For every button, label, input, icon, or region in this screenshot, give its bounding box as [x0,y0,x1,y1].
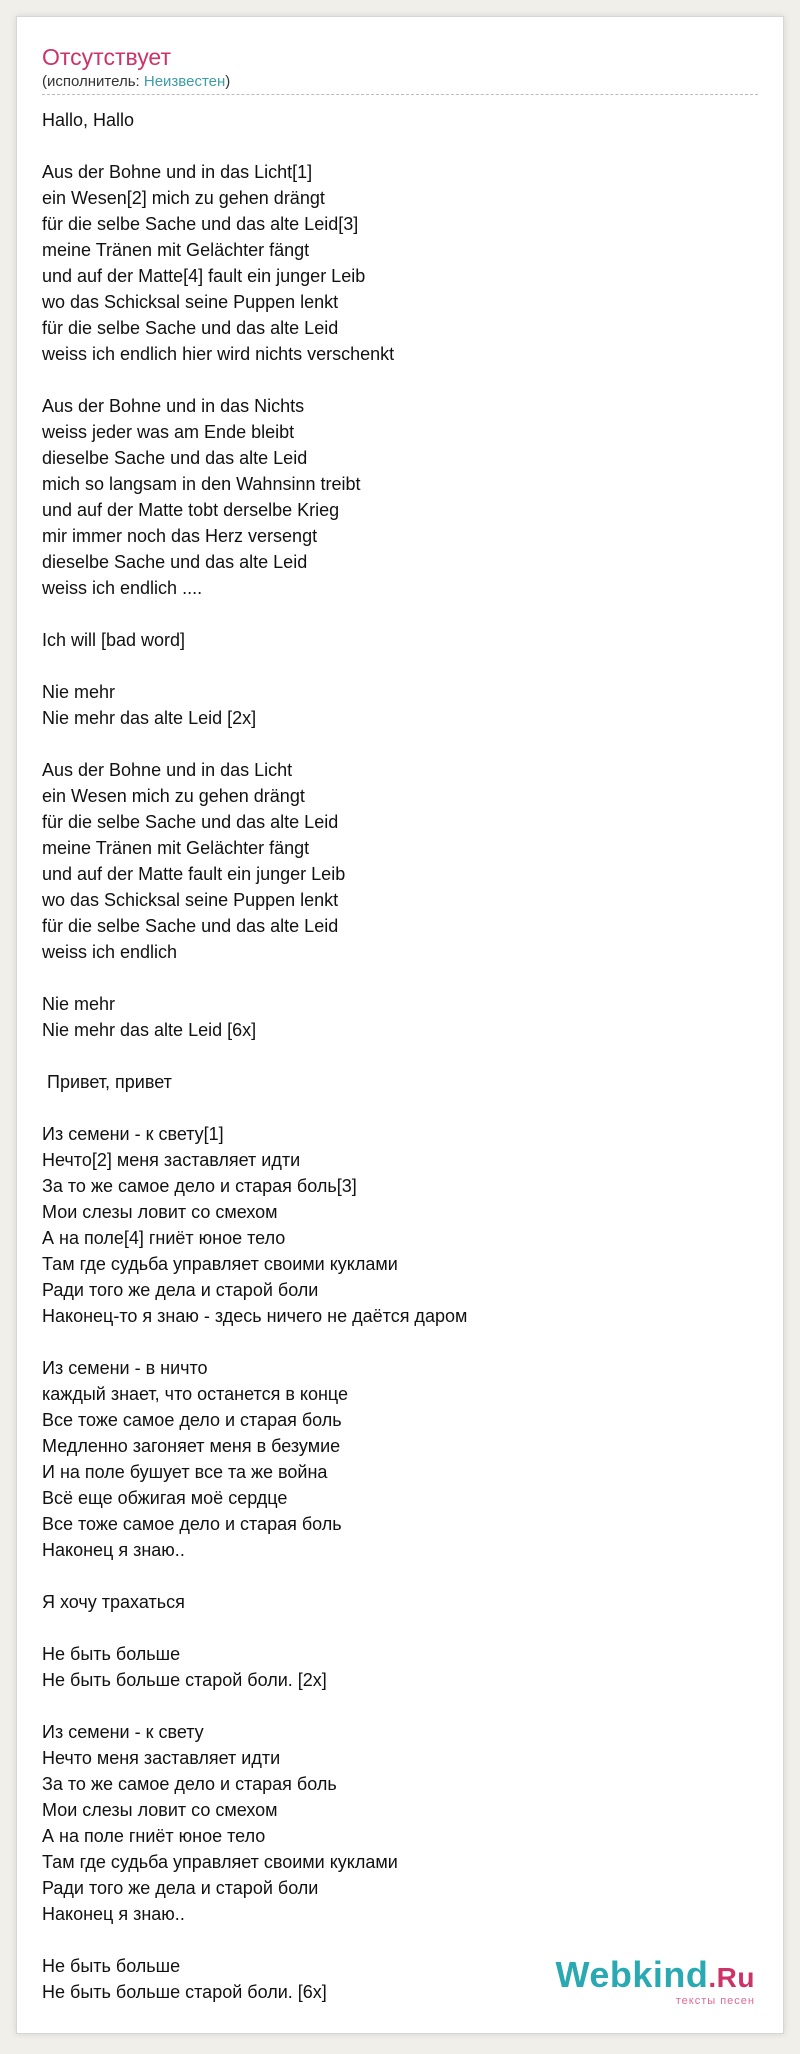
lyric-line: Наконец я знаю.. [42,1540,185,1560]
lyric-line: weiss jeder was am Ende bleibt [42,422,295,442]
lyric-line: Ради того же дела и старой боли [42,1280,319,1300]
lyric-line: Мои слезы ловит со смехом [42,1800,278,1820]
lyric-line [42,1693,758,1719]
lyric-line: wo das Schicksal seine Puppen lenkt [42,292,339,312]
lyric-line: weiss ich endlich hier wird nichts verschenkt [42,344,395,364]
lyric-line [42,1563,758,1589]
lyric-line: Aus der Bohne und in das Licht[1] [42,162,313,182]
lyric-line: А на поле[4] гниёт юное тело [42,1228,286,1248]
lyrics-text [42,107,758,2005]
lyric-line: Мои слезы ловит со смехом [42,1202,278,1222]
artist-prefix: (исполнитель: [42,73,144,90]
lyric-line: für die selbe Sache und das alte Leid [42,812,339,832]
lyric-line: Nie mehr [42,994,116,1014]
lyric-line: dieselbe Sache und das alte Leid [42,448,308,468]
lyric-line: ein Wesen[2] mich zu gehen drängt [42,188,325,208]
lyric-line [42,1615,758,1641]
lyric-line: Из семени - к свету [42,1722,204,1742]
lyric-line: Медленно загоняет меня в безумие [42,1436,341,1456]
lyric-line: ein Wesen mich zu gehen drängt [42,786,305,806]
lyric-line: Наконец-то я знаю - здесь ничего не даётся даром [42,1306,468,1326]
lyric-line: каждый знает, что останется в конце [42,1384,349,1404]
lyric-line: Там где судьба управляет своими куклами [42,1852,398,1872]
lyric-line: Не быть больше [42,1644,181,1664]
lyric-line: Hallo, Hallo [42,110,135,130]
lyric-line: für die selbe Sache und das alte Leid[3] [42,214,359,234]
lyric-line: Привет, привет [42,1072,172,1092]
lyric-line: Не быть больше [42,1956,181,1976]
lyric-line: Из семени - в ничто [42,1358,208,1378]
lyric-line: Не быть больше старой боли. [6x] [42,1982,327,2002]
lyric-line: Nie mehr das alte Leid [2x] [42,708,257,728]
lyric-line: За то же самое дело и старая боль [42,1774,337,1794]
site-logo[interactable] [556,1956,755,2007]
lyric-line: mich so langsam in den Wahnsinn treibt [42,474,361,494]
lyric-line: Из семени - к свету[1] [42,1124,224,1144]
song-title: Отсутствует [42,44,171,70]
lyric-line [42,731,758,757]
lyric-line [42,965,758,991]
lyric-line: Ich will [bad word] [42,630,186,650]
artist-line [42,73,230,91]
lyric-line: За то же самое дело и старая боль[3] [42,1176,357,1196]
lyric-line: Нечто[2] меня заставляет идти [42,1150,301,1170]
lyric-line: Там где судьба управляет своими куклами [42,1254,398,1274]
lyric-line: Nie mehr [42,682,116,702]
lyric-line: А на поле гниёт юное тело [42,1826,266,1846]
lyric-line: wo das Schicksal seine Puppen lenkt [42,890,339,910]
artist-link[interactable]: Неизвестен [143,73,226,90]
lyric-line: dieselbe Sache und das alte Leid [42,552,308,572]
lyric-line [42,367,758,393]
lyric-line: Я хочу трахаться [42,1592,185,1612]
lyric-line [42,601,758,627]
logo-tld-text: .Ru [708,1962,755,1993]
header-divider [42,94,758,95]
lyrics-card [16,16,784,2034]
lyric-line: Все тоже самое дело и старая боль [42,1410,342,1430]
lyric-line: Nie mehr das alte Leid [6x] [42,1020,257,1040]
lyric-line: Не быть больше старой боли. [2x] [42,1670,327,1690]
lyric-line: Aus der Bohne und in das Nichts [42,396,305,416]
lyric-line: und auf der Matte[4] fault ein junger Leib [42,266,366,286]
lyric-line: und auf der Matte fault ein junger Leib [42,864,346,884]
lyric-line [42,1927,758,1953]
logo-wordmark [556,1956,755,1997]
lyric-line [42,1043,758,1069]
lyric-line: Ради того же дела и старой боли [42,1878,319,1898]
lyric-line: weiss ich endlich [42,942,178,962]
lyric-line: weiss ich endlich .... [42,578,203,598]
lyric-line [42,653,758,679]
lyric-line: Нечто меня заставляет идти [42,1748,281,1768]
lyric-line: meine Tränen mit Gelächter fängt [42,838,310,858]
lyric-line [42,1095,758,1121]
lyric-line [42,1329,758,1355]
lyric-line: Всё еще обжигая моё сердце [42,1488,288,1508]
lyric-line: für die selbe Sache und das alte Leid [42,318,339,338]
lyric-line: und auf der Matte tobt derselbe Krieg [42,500,340,520]
lyric-line: meine Tränen mit Gelächter fängt [42,240,310,260]
lyric-line: Наконец я знаю.. [42,1904,185,1924]
logo-tagline: тексты песен [675,1995,755,2007]
lyric-line [42,133,758,159]
lyric-line: für die selbe Sache und das alte Leid [42,916,339,936]
artist-suffix: ) [225,73,231,90]
lyric-line: Все тоже самое дело и старая боль [42,1514,342,1534]
lyric-line: Aus der Bohne und in das Licht [42,760,293,780]
logo-main-text: Webkind [555,1954,709,1995]
lyric-line: И на поле бушует все та же война [42,1462,328,1482]
lyric-line: mir immer noch das Herz versengt [42,526,318,546]
